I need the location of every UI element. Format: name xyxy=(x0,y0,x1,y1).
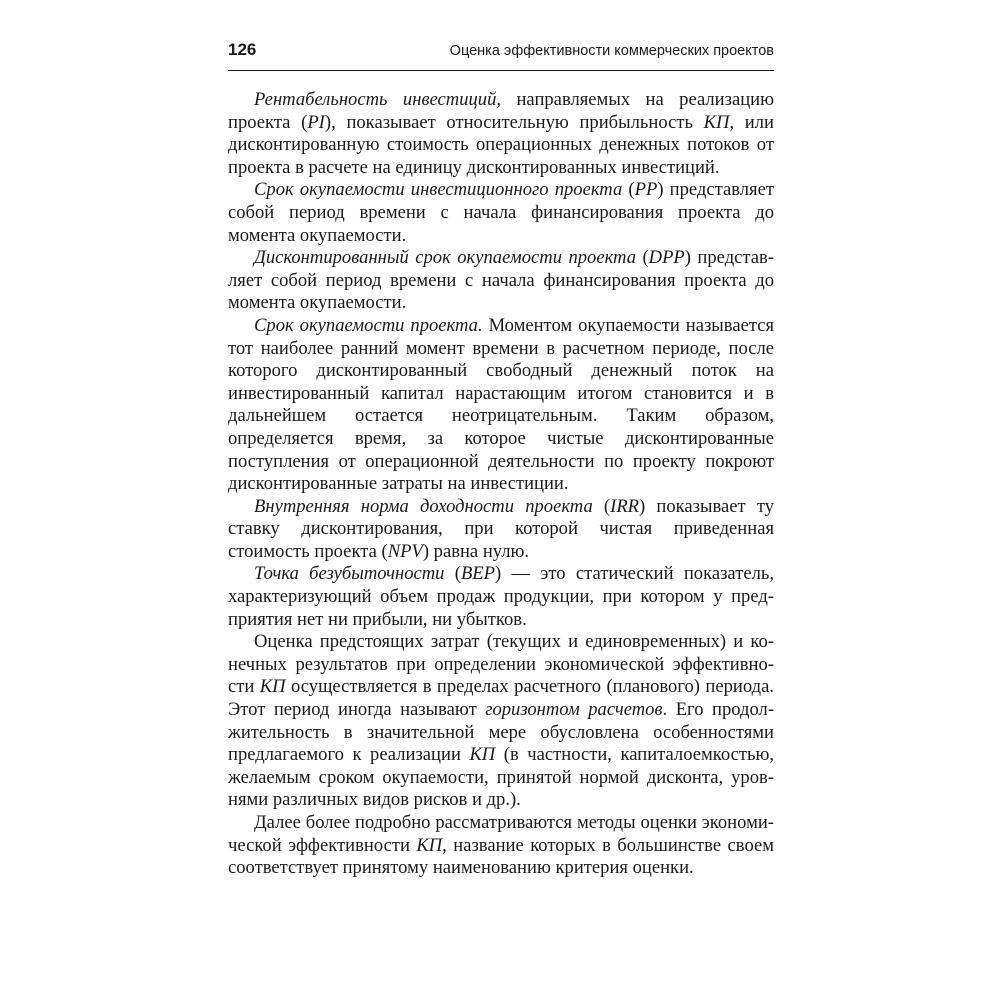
text: ( xyxy=(622,179,635,201)
paragraph-methods-overview xyxy=(228,812,774,880)
text: , или дисконтированную стоимость операционных денежных потоков от проекта в расчете на единицу дисконтированных инвестиций. xyxy=(228,111,774,178)
text: направляемых на реализацию проекта ( xyxy=(228,89,774,133)
abbreviation: PP xyxy=(634,179,658,201)
text: Оценка предстоящих затрат (текущих и единовременных) и конечных результатов при определении экономической эффективности xyxy=(228,631,774,698)
term: Дисконтированный срок окупаемости проекта xyxy=(254,247,636,269)
text: осуществляется в пределах расчетного (планового) периода. Этот период иногда называют xyxy=(228,676,774,721)
text: . Его продолжительность в значительной мере обусловлена особенностями предлагаемого к реализации xyxy=(228,699,775,766)
text: ( xyxy=(592,495,611,517)
text: Моментом окупаемости называется тот наиболее ранний момент времени в расчетном периоде, после которого дисконтированный свободный денежный поток на инвестированный капитал нарастающим итогом становится и в дальнейшем остается неотрицательным. Таким образом, определяется время, за которое чистые дисконтированные поступления от операционной деятельности по проекту покроют дисконтированные затраты на инвестиции. xyxy=(228,314,774,495)
term: Точка безубыточности xyxy=(254,563,445,585)
abbreviation: NPV xyxy=(387,540,423,562)
term: Внутренняя норма доходности проекта xyxy=(254,495,593,517)
text: ) равна нулю. xyxy=(422,540,530,562)
abbreviation: КП xyxy=(416,834,443,856)
text: ), показывает относительную прибыльность xyxy=(324,111,704,133)
paragraph-discounted-payback xyxy=(228,247,774,315)
text: (в частности, капиталоемкостью, желаемым сроком окупаемости, принятой нормой дисконта, уровнями различных видов рисков и др.). xyxy=(228,744,774,811)
text: Далее более подробно рассматриваются методы оценки экономической эффективности xyxy=(228,812,774,856)
text: ( xyxy=(444,563,461,585)
abbreviation: DPP xyxy=(648,247,685,269)
paragraph-payback-period xyxy=(228,179,774,247)
paragraph-calculation-horizon xyxy=(228,631,774,812)
book-page xyxy=(228,40,774,880)
abbreviation: PI xyxy=(307,111,325,133)
abbreviation: КП xyxy=(703,111,730,133)
abbreviation: КП xyxy=(469,744,496,766)
abbreviation: IRR xyxy=(610,495,640,517)
body-text xyxy=(228,89,774,880)
text: ( xyxy=(636,247,649,269)
paragraph-irr xyxy=(228,496,774,564)
term: горизонтом расчетов xyxy=(485,699,663,721)
paragraph-profitability-index xyxy=(228,89,774,179)
abbreviation: КП xyxy=(259,676,286,698)
abbreviation: BEP xyxy=(460,563,496,585)
running-header xyxy=(228,40,774,71)
text: ) представляет собой период времени с начала финансирования проекта до момента окупаемости. xyxy=(228,247,774,314)
text: ) — это статический показатель, характеризующий объем продаж продукции, при котором у предприятия нет ни прибыли, ни убытков. xyxy=(228,563,774,630)
text: ) показывает ту ставку дисконтирования, при которой чистая приведенная стоимость проекта ( xyxy=(228,495,775,562)
paragraph-break-even xyxy=(228,563,774,631)
term: Срок окупаемости проекта. xyxy=(254,314,483,336)
page-number: 126 xyxy=(228,40,257,59)
running-title: Оценка эффективности коммерческих проектов xyxy=(449,43,774,59)
term: Рентабельность инвестиций, xyxy=(254,89,502,110)
term: Срок окупаемости инвестиционного проекта xyxy=(254,179,623,201)
paragraph-project-payback xyxy=(228,315,774,496)
text: , название которых в большинстве своем соответствует принятому наименованию критерия оценки. xyxy=(228,834,774,879)
text: ) представляет собой период времени с начала финансирования проекта до момента окупаемости. xyxy=(228,179,774,246)
